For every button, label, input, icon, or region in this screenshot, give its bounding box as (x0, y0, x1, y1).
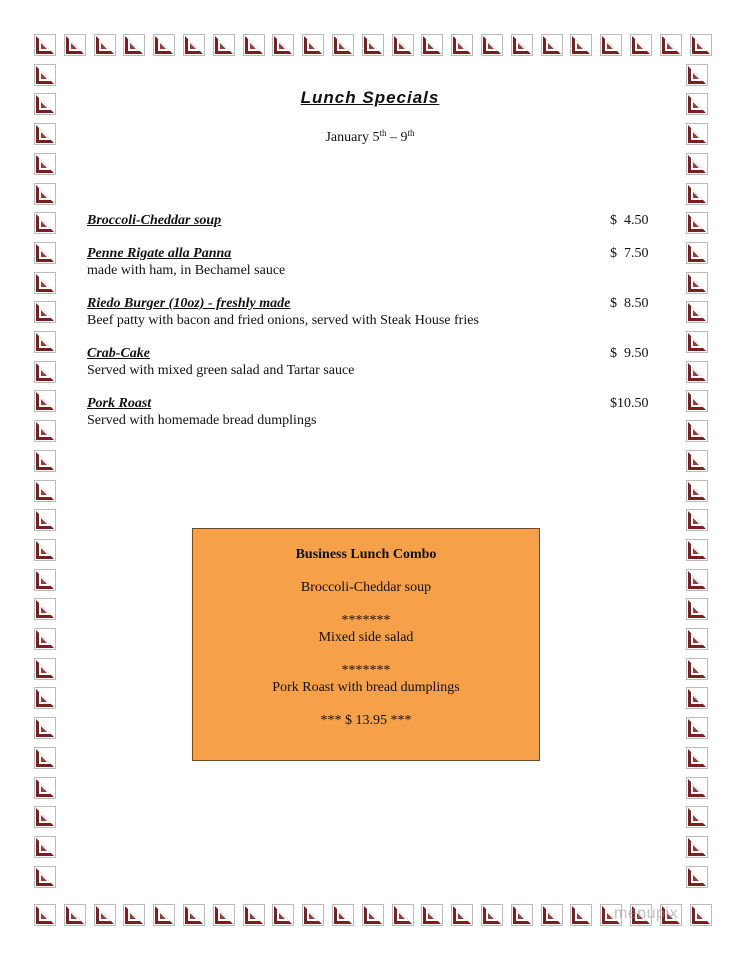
border-tile-icon (570, 34, 592, 56)
combo-box (192, 528, 540, 761)
menu-item-name: Crab-Cake (87, 346, 150, 361)
border-tile-icon (34, 569, 56, 591)
border-tile-icon (34, 34, 56, 56)
border-tile-icon (243, 904, 265, 926)
border-tile-icon (94, 34, 116, 56)
border-tile-icon (686, 153, 708, 175)
combo-price: *** $ 13.95 *** (320, 713, 412, 728)
border-tile-icon (34, 836, 56, 858)
combo-line: Mixed side salad (318, 630, 414, 645)
border-tile-icon (686, 272, 708, 294)
border-tile-icon (690, 904, 712, 926)
border-tile-icon (481, 904, 503, 926)
border-tile-icon (34, 272, 56, 294)
border-tile-icon (34, 390, 56, 412)
border-tile-icon (34, 480, 56, 502)
border-tile-icon (94, 904, 116, 926)
border-tile-icon (34, 242, 56, 264)
border-tile-icon (34, 806, 56, 828)
border-tile-icon (511, 34, 533, 56)
border-tile-icon (392, 904, 414, 926)
border-tile-icon (686, 212, 708, 234)
border-tile-icon (686, 420, 708, 442)
border-tile-icon (64, 34, 86, 56)
border-tile-icon (686, 658, 708, 680)
border-tile-icon (686, 450, 708, 472)
border-tile-icon (686, 687, 708, 709)
border-tile-icon (332, 904, 354, 926)
border-tile-icon (686, 64, 708, 86)
combo-separator: ******* (341, 663, 391, 678)
menu-item (87, 345, 652, 379)
border-tile-icon (686, 569, 708, 591)
border-tile-icon (34, 361, 56, 383)
border-tile-icon (421, 904, 443, 926)
border-tile-icon (213, 904, 235, 926)
border-tile-icon (541, 904, 563, 926)
border-tile-icon (660, 34, 682, 56)
border-tile-icon (34, 301, 56, 323)
border-tile-icon (686, 866, 708, 888)
border-tile-icon (686, 361, 708, 383)
page-title: Lunch Specials (300, 88, 440, 107)
border-tile-icon (686, 480, 708, 502)
border-tile-icon (362, 904, 384, 926)
border-tile-icon (541, 34, 563, 56)
border-tile-icon (686, 717, 708, 739)
border-tile-icon (34, 153, 56, 175)
border-tile-icon (34, 904, 56, 926)
border-tile-icon (34, 598, 56, 620)
border-tile-icon (213, 34, 235, 56)
menu-item-name: Broccoli-Cheddar soup (87, 213, 222, 228)
menu-item-price: $ 8.50 (610, 296, 649, 311)
border-tile-icon (686, 390, 708, 412)
border-tile-icon (511, 904, 533, 926)
border-tile-icon (362, 34, 384, 56)
border-tile-icon (34, 509, 56, 531)
border-tile-icon (34, 420, 56, 442)
menu-item-price: $ 7.50 (610, 246, 649, 261)
border-tile-icon (686, 747, 708, 769)
border-tile-icon (243, 34, 265, 56)
border-tile-icon (451, 34, 473, 56)
menu-item-name: Pork Roast (87, 396, 152, 411)
border-tile-icon (153, 34, 175, 56)
border-tile-icon (34, 687, 56, 709)
border-tile-icon (123, 34, 145, 56)
border-tile-icon (451, 904, 473, 926)
border-tile-icon (34, 64, 56, 86)
border-tile-icon (686, 777, 708, 799)
border-tile-icon (34, 658, 56, 680)
border-tile-icon (600, 34, 622, 56)
border-tile-icon (686, 183, 708, 205)
border-tile-icon (34, 212, 56, 234)
border-tile-icon (686, 598, 708, 620)
menu-item (87, 295, 652, 329)
border-tile-icon (332, 34, 354, 56)
border-tile-icon (34, 183, 56, 205)
border-tile-icon (34, 539, 56, 561)
border-tile-icon (481, 34, 503, 56)
menu-item-price: $ 4.50 (610, 213, 649, 228)
border-tile-icon (686, 331, 708, 353)
menu-item-price: $10.50 (610, 396, 649, 411)
border-tile-icon (34, 717, 56, 739)
menu-item-name: Riedo Burger (10oz) - freshly made (87, 296, 291, 311)
border-tile-icon (183, 904, 205, 926)
border-tile-icon (686, 836, 708, 858)
menu-item (87, 212, 652, 229)
watermark: menupix (614, 905, 678, 922)
border-tile-icon (272, 34, 294, 56)
menu-item-desc: made with ham, in Bechamel sauce (87, 263, 286, 278)
border-tile-icon (123, 904, 145, 926)
border-tile-icon (392, 34, 414, 56)
border-tile-icon (272, 904, 294, 926)
combo-separator: ******* (341, 613, 391, 628)
border-tile-icon (153, 904, 175, 926)
border-tile-icon (34, 331, 56, 353)
border-tile-icon (34, 628, 56, 650)
menu-item-name: Penne Rigate alla Panna (87, 246, 232, 261)
border-tile-icon (686, 806, 708, 828)
menu-item-desc: Beef patty with bacon and fried onions, served with Steak House fries (87, 313, 479, 328)
border-tile-icon (686, 509, 708, 531)
border-tile-icon (686, 242, 708, 264)
border-tile-icon (570, 904, 592, 926)
border-tile-icon (183, 34, 205, 56)
menu-item-desc: Served with mixed green salad and Tartar sauce (87, 363, 355, 378)
border-tile-icon (630, 34, 652, 56)
border-tile-icon (34, 450, 56, 472)
menu-item-price: $ 9.50 (610, 346, 649, 361)
border-tile-icon (64, 904, 86, 926)
border-tile-icon (686, 539, 708, 561)
border-tile-icon (686, 301, 708, 323)
combo-line: Pork Roast with bread dumplings (272, 680, 460, 695)
date-range: January 5th – 9th (325, 128, 415, 145)
border-tile-icon (34, 777, 56, 799)
border-tile-icon (302, 34, 324, 56)
border-tile-icon (302, 904, 324, 926)
combo-title: Business Lunch Combo (295, 547, 437, 562)
border-tile-icon (34, 747, 56, 769)
border-tile-icon (34, 866, 56, 888)
border-tile-icon (690, 34, 712, 56)
menu-item (87, 395, 652, 429)
menu-item (87, 245, 652, 279)
menu-item-desc: Served with homemade bread dumplings (87, 413, 317, 428)
border-tile-icon (421, 34, 443, 56)
combo-line: Broccoli-Cheddar soup (300, 580, 432, 595)
border-tile-icon (686, 628, 708, 650)
